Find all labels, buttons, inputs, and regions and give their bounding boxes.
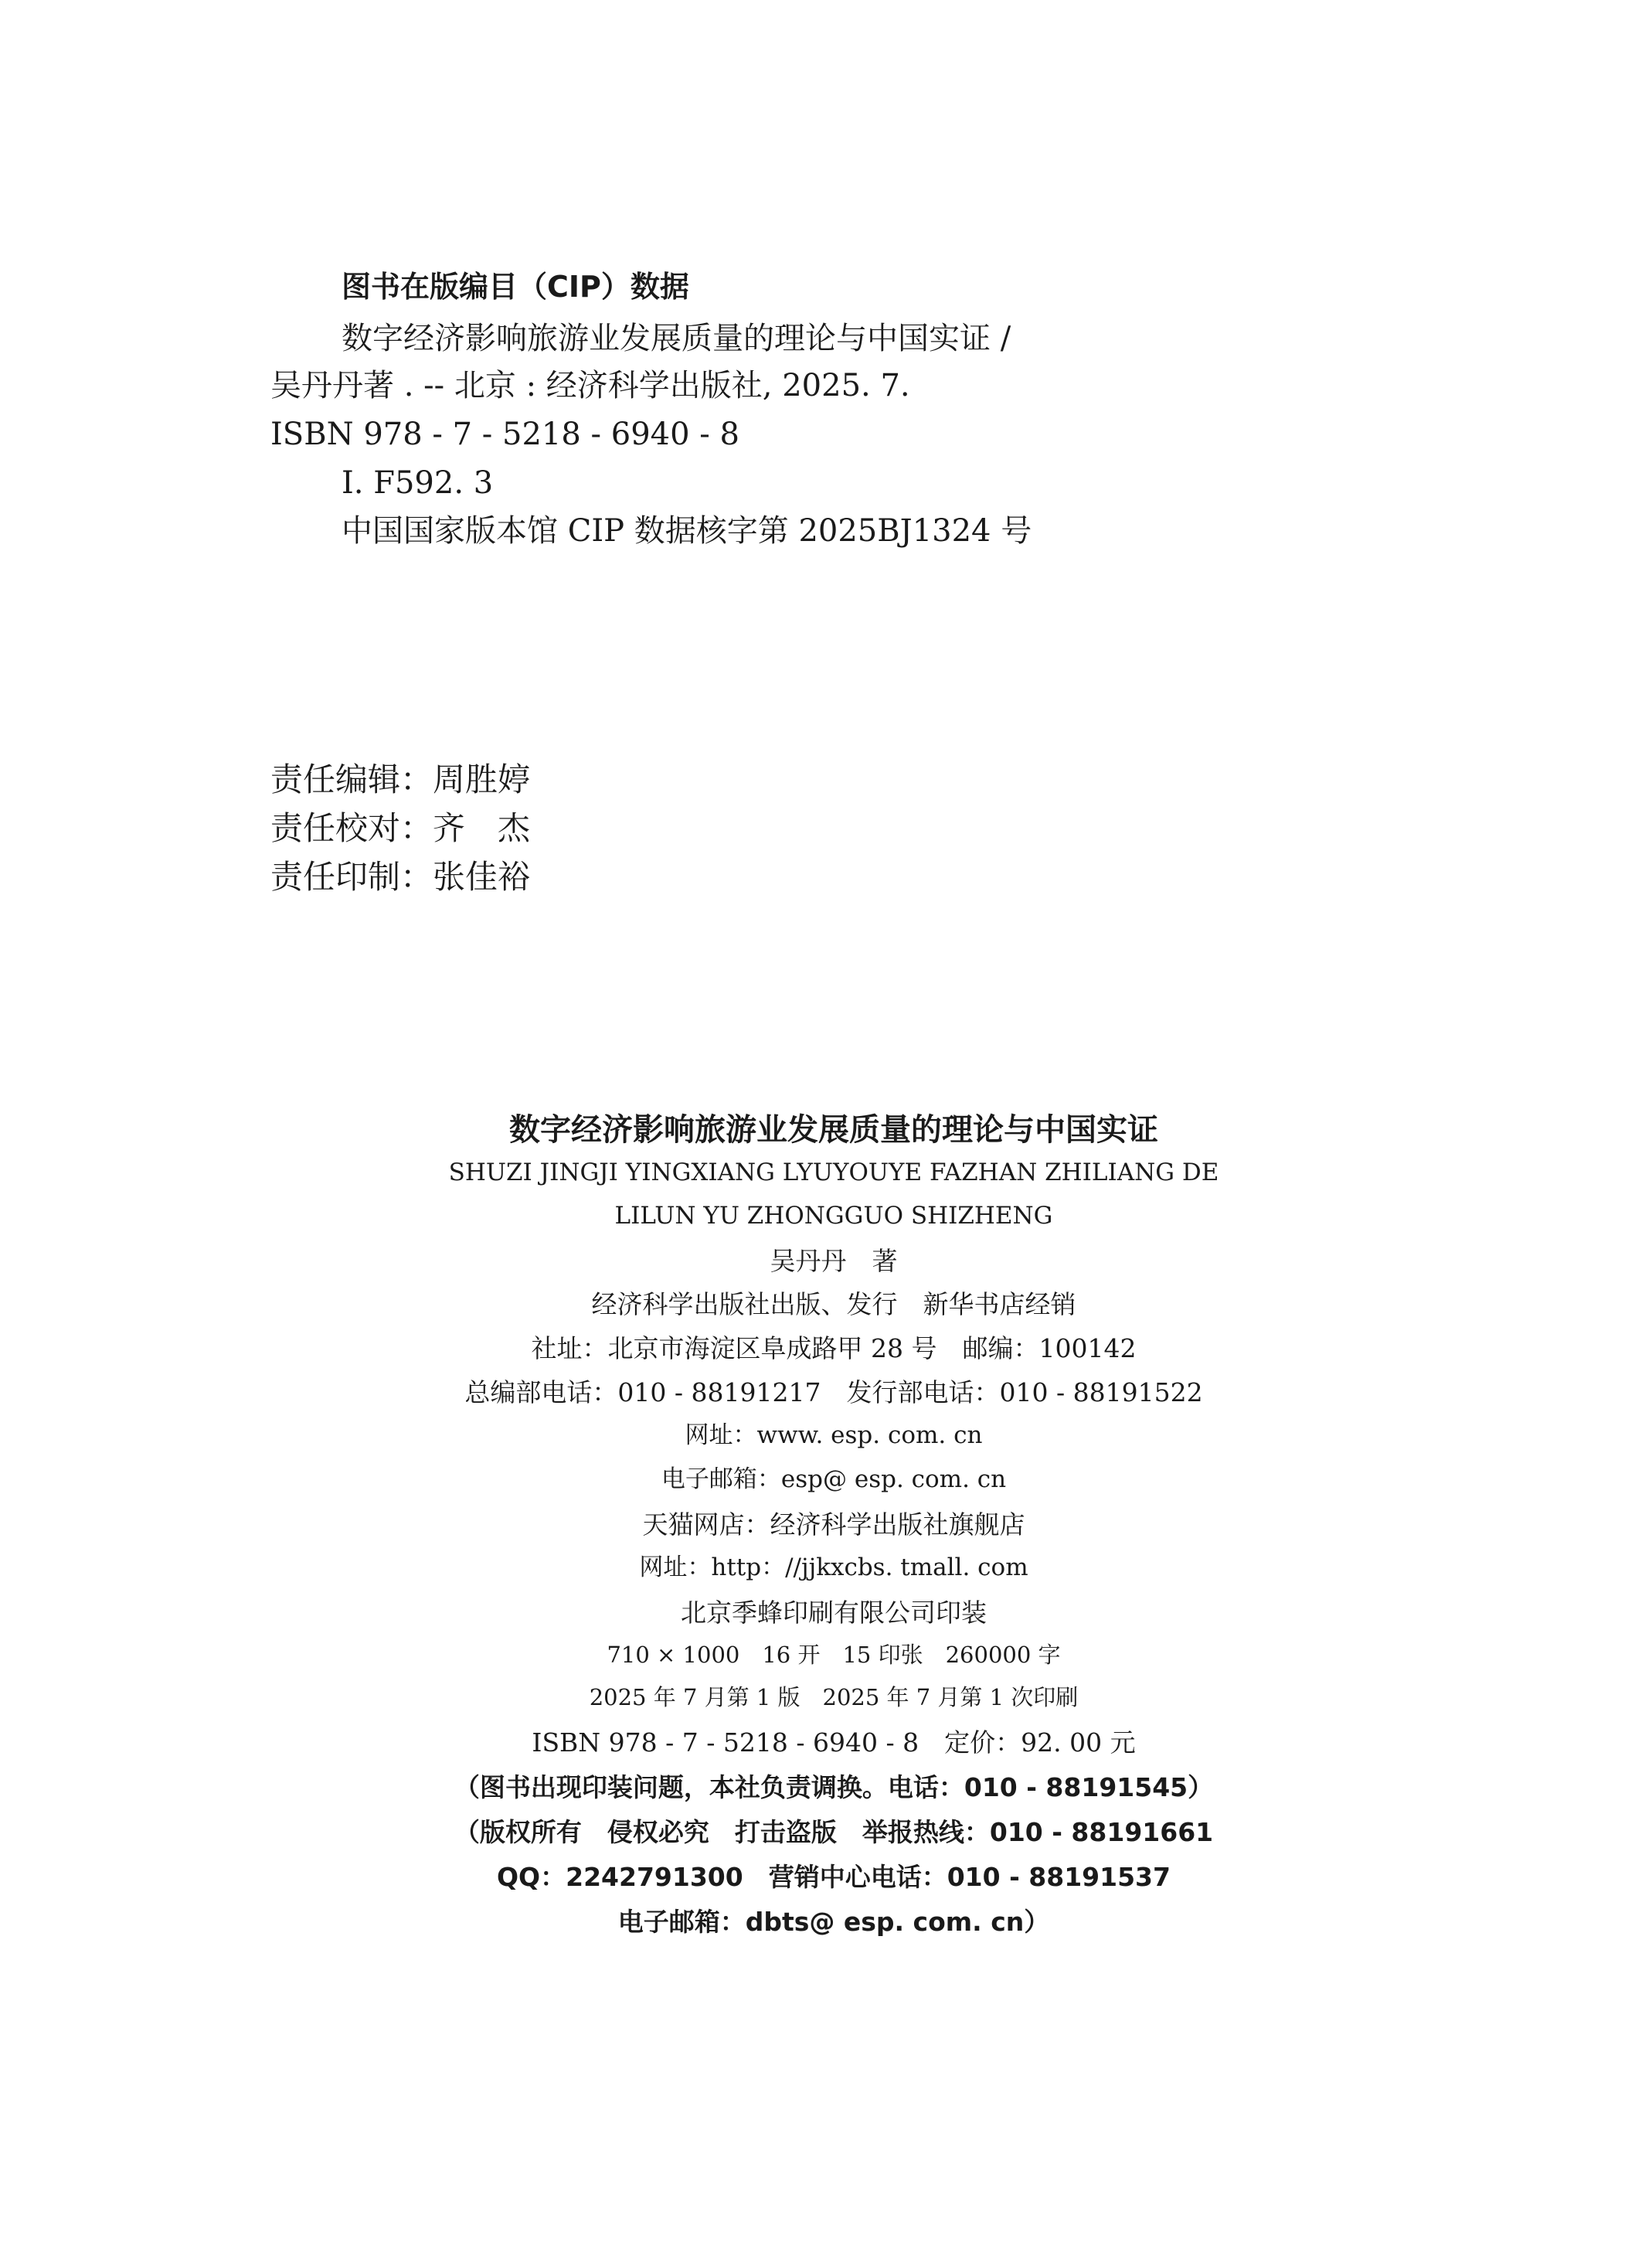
- cip-title-line: 数字经济影响旅游业发展质量的理论与中国实证 /: [342, 321, 1011, 356]
- colophon-phones: 总编部电话：010 - 88191217 发行部电话：010 - 88191522: [464, 1377, 1203, 1407]
- colophon-notice-1: （图书出现印装问题，本社负责调换。电话：010 - 88191545）: [454, 1772, 1214, 1802]
- responsible-proofreader: 责任校对：齐 杰: [270, 809, 531, 847]
- colophon-tmall-store: 天猫网店：经济科学出版社旗舰店: [642, 1509, 1025, 1540]
- colophon-address: 社址：北京市海淀区阜成路甲 28 号 邮编：100142: [531, 1333, 1137, 1363]
- responsible-printing: 责任印制：张佳裕: [270, 858, 531, 896]
- cip-record-line: 中国国家版本馆 CIP 数据核字第 2025BJ1324 号: [342, 513, 1032, 549]
- cip-heading: 图书在版编目（CIP）数据: [342, 270, 689, 304]
- colophon-pinyin-1: SHUZI JINGJI YINGXIANG LYUYOUYE FAZHAN ZHILIANG DE: [448, 1159, 1219, 1186]
- cip-isbn-line: ISBN 978 - 7 - 5218 - 6940 - 8: [270, 417, 739, 452]
- cip-author-line: 吴丹丹著 . -- 北京 : 经济科学出版社, 2025. 7.: [270, 368, 910, 403]
- colophon-notice-3: QQ：2242791300 营销中心电话：010 - 88191537: [497, 1862, 1171, 1892]
- colophon-isbn-price: ISBN 978 - 7 - 5218 - 6940 - 8 定价：92. 00 元: [532, 1727, 1136, 1758]
- responsible-editor: 责任编辑：周胜婷: [270, 761, 531, 798]
- colophon-printer: 北京季蜂印刷有限公司印装: [681, 1598, 987, 1628]
- colophon-publisher: 经济科学出版社出版、发行 新华书店经销: [591, 1289, 1076, 1319]
- colophon-website: 网址：www. esp. com. cn: [685, 1421, 983, 1449]
- colophon-author: 吴丹丹 著: [770, 1246, 898, 1276]
- colophon-email: 电子邮箱：esp@ esp. com. cn: [661, 1465, 1007, 1493]
- colophon-edition: 2025 年 7 月第 1 版 2025 年 7 月第 1 次印刷: [589, 1684, 1079, 1710]
- colophon-notice-4: 电子邮箱：dbts@ esp. com. cn）: [617, 1907, 1050, 1937]
- colophon-title: 数字经济影响旅游业发展质量的理论与中国实证: [509, 1112, 1158, 1148]
- colophon-pinyin-2: LILUN YU ZHONGGUO SHIZHENG: [614, 1202, 1053, 1230]
- colophon-notice-2: （版权所有 侵权必究 打击盗版 举报热线：010 - 88191661: [454, 1817, 1214, 1847]
- cip-class-line: Ⅰ. F592. 3: [342, 465, 494, 501]
- colophon-tmall-url: 网址：http：//jjkxcbs. tmall. com: [639, 1553, 1028, 1581]
- colophon-format: 710 × 1000 16 开 15 印张 260000 字: [607, 1642, 1061, 1668]
